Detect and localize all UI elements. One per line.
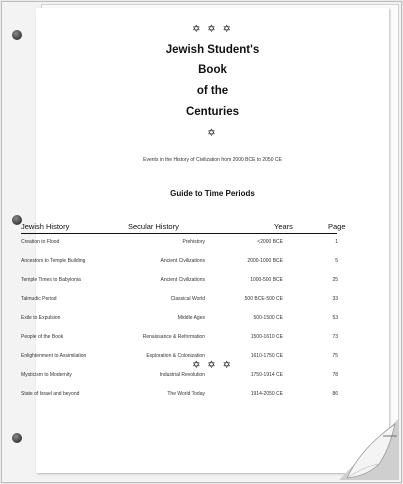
guide-title: Guide to Time Periods [170,189,255,198]
secular-history-cell: Ancient Civilizations [160,258,205,264]
secular-history-cell: Exploration & Colonization [146,353,205,359]
table-row [21,258,338,268]
years-cell: 500-1500 CE [253,315,283,321]
secular-history-cell: Classical World [170,296,205,302]
table-row [21,239,338,249]
table-row [21,334,338,344]
jewish-history-cell: Temple Times to Babylonia [21,277,81,283]
secular-history-cell: The World Today [167,391,205,397]
table-row [21,391,338,401]
page-cell: 5 [335,258,338,264]
page-cell: 78 [332,372,338,378]
subtitle: Events in the History of Civilization from 2000 BCE to 2050 CE [143,157,282,163]
table-row [21,277,338,287]
title-line-3: of the [196,85,229,97]
years-cell: 500 BCE-500 CE [244,296,283,302]
years-cell: 1610-1750 CE [250,353,283,359]
header-jewish-history: Jewish History [21,222,70,231]
jewish-history-cell: Enlightenment to Assimilation [21,353,87,359]
page-cell: 75 [332,353,338,359]
page-cell: 25 [332,277,338,283]
title-line-1: Jewish Student's [165,44,260,56]
years-cell: 1750-1914 CE [250,372,283,378]
mid-ornament: ✡ [207,128,218,139]
secular-history-cell: Prehistory [182,239,205,245]
binder-hole [12,30,22,40]
page-curl-icon[interactable] [339,418,399,480]
years-cell: <2000 BCE [257,239,283,245]
bottom-ornament: ✡ ✡ ✡ [192,360,233,371]
years-cell: 2000-1000 BCE [247,258,283,264]
page-cell: 86 [332,391,338,397]
jewish-history-cell: Ancestors to Temple Building [21,258,86,264]
jewish-history-cell: Creation to Flood [21,239,60,245]
table-row [21,315,338,325]
years-cell: 1000-500 BCE [250,277,283,283]
notebook-page [21,8,389,473]
header-rule [21,233,337,234]
years-cell: 1500-1610 CE [250,334,283,340]
jewish-history-cell: Talmudic Period [21,296,57,302]
header-page: Page [328,222,346,231]
jewish-history-cell: Exile to Expulsion [21,315,61,321]
table-row [21,296,338,306]
top-ornament: ✡ ✡ ✡ [192,24,233,35]
binder-hole [12,433,22,443]
title-line-4: Centuries [185,106,240,118]
years-cell: 1914-2050 CE [250,391,283,397]
page-cell: 73 [332,334,338,340]
binder-hole [12,215,22,225]
header-years: Years [274,222,293,231]
title-line-2: Book [198,64,227,76]
jewish-history-cell: Mysticism to Modernity [21,372,72,378]
page-cell: 1 [335,239,338,245]
header-secular-history: Secular History [128,222,179,231]
page-cell: 33 [332,296,338,302]
table-row [21,372,338,382]
page-cell: 53 [332,315,338,321]
jewish-history-cell: People of the Book [21,334,64,340]
secular-history-cell: Ancient Civilizations [160,277,205,283]
jewish-history-cell: State of Israel and beyond [21,391,80,397]
secular-history-cell: Industrial Revolution [159,372,205,378]
secular-history-cell: Middle Ages [177,315,205,321]
secular-history-cell: Renaissance & Reformation [142,334,205,340]
